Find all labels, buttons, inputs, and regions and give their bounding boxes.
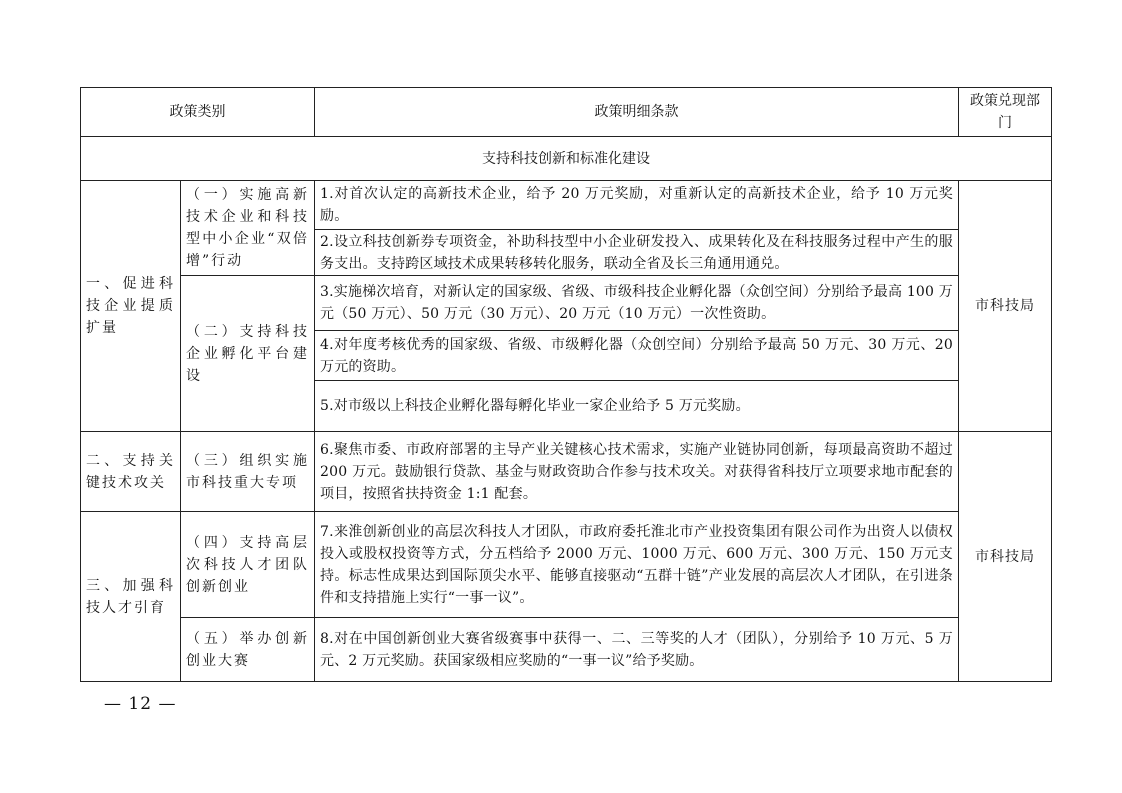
subcategory-cell: （五）举办创新创业大赛 (181, 618, 315, 682)
subcategory-cell: （二）支持科技企业孵化平台建设 (181, 276, 315, 432)
department-cell: 市科技局 (959, 432, 1052, 682)
header-row (81, 88, 1052, 137)
category-cell: 三、加强科技人才引育 (81, 512, 181, 682)
category-cell: 一、促进科技企业提质扩量 (81, 181, 181, 432)
clause-cell: 8.对在中国创新创业大赛省级赛事中获得一、二、三等奖的人才（团队），分别给予 10 万元、5 万元、2 万元奖励。获国家级相应奖励的“一事一议”给予奖励。 (315, 618, 959, 682)
table-row (81, 512, 1052, 618)
table-row (81, 618, 1052, 682)
page-number: — 12 — (104, 694, 177, 714)
policy-table (80, 87, 1052, 682)
clause-cell: 4.对年度考核优秀的国家级、省级、市级孵化器（众创空间）分别给予最高 50 万元、30 万元、20 万元的资助。 (315, 331, 959, 381)
subcategory-cell: （三）组织实施市科技重大专项 (181, 432, 315, 512)
category-cell: 二、支持关键技术攻关 (81, 432, 181, 512)
header-department: 政策兑现部门 (959, 88, 1052, 137)
header-category: 政策类别 (81, 88, 315, 137)
subcategory-cell: （四）支持高层次科技人才团队创新创业 (181, 512, 315, 618)
table-row (81, 432, 1052, 512)
clause-cell: 7.来淮创新创业的高层次科技人才团队，市政府委托淮北市产业投资集团有限公司作为出资人以债权投入或股权投资等方式，分五档给予 2000 万元、1000 万元、600 万元、300 万元、150 万元支持。标志性成果达到国际顶尖水平、能够直接驱动“五群十链”产业发展的高层次人才团队，在引进条件和支持措施上实行“一事一议”。 (315, 512, 959, 618)
clause-cell: 1.对首次认定的高新技术企业，给予 20 万元奖励，对重新认定的高新技术企业，给予 10 万元奖励。 (315, 181, 959, 230)
clause-cell: 3.实施梯次培育，对新认定的国家级、省级、市级科技企业孵化器（众创空间）分别给予最高 100 万元（50 万元）、50 万元（30 万元）、20 万元（10 万元）一次性资助。 (315, 276, 959, 331)
clause-cell: 5.对市级以上科技企业孵化器每孵化毕业一家企业给予 5 万元奖励。 (315, 381, 959, 432)
department-cell: 市科技局 (959, 181, 1052, 432)
section-title: 支持科技创新和标准化建设 (81, 137, 1052, 181)
clause-cell: 6.聚焦市委、市政府部署的主导产业关键核心技术需求，实施产业链协同创新，每项最高资助不超过 200 万元。鼓励银行贷款、基金与财政资助合作参与技术攻关。对获得省科技厅立项要求地市配套的项目，按照省扶持资金 1:1 配套。 (315, 432, 959, 512)
header-clause: 政策明细条款 (315, 88, 959, 137)
clause-cell: 2.设立科技创新券专项资金，补助科技型中小企业研发投入、成果转化及在科技服务过程中产生的服务支出。支持跨区域技术成果转移转化服务，联动全省及长三角通用通兑。 (315, 230, 959, 276)
table-row (81, 181, 1052, 230)
table-row (81, 276, 1052, 331)
section-row (81, 137, 1052, 181)
subcategory-cell: （一）实施高新技术企业和科技型中小企业“双倍增”行动 (181, 181, 315, 276)
